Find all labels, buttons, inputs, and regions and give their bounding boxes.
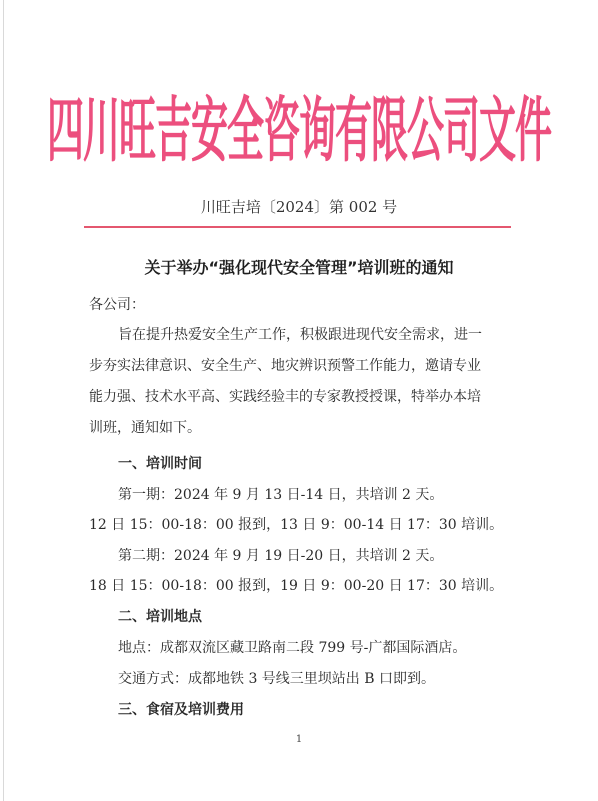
page-number: 1 <box>295 734 303 745</box>
intro-line: 训班，通知如下。 <box>89 420 201 436</box>
notice-title: 关于举办“强化现代安全管理”培训班的通知 <box>144 258 454 277</box>
schedule-line: 第二期：2024 年 9 月 19 日-20 日，共培训 2 天。 <box>118 548 444 564</box>
transport-line: 交通方式：成都地铁 3 号线三里坝站出 B 口即到。 <box>118 671 435 687</box>
intro-line: 能力强、技术水平高、实践经验丰的专家教授授课，特举办本培 <box>89 389 481 405</box>
intro-line: 旨在提升热爱安全生产工作，积极跟进现代安全需求，进一 <box>118 327 482 343</box>
schedule-line: 12 日 15：00-18：00 报到，13 日 9：00-14 日 17：30 培训。 <box>89 517 504 533</box>
section-heading-location: 二、培训地点 <box>118 609 202 625</box>
section-heading-time: 一、培训时间 <box>118 456 202 472</box>
section-heading-fees: 三、食宿及培训费用 <box>118 702 244 718</box>
intro-line: 步夯实法律意识、安全生产、地灾辨识预警工作能力，邀请专业 <box>89 358 481 374</box>
location-line: 地点：成都双流区藏卫路南二段 799 号-广都国际酒店。 <box>118 640 467 656</box>
greeting: 各公司： <box>89 297 145 313</box>
schedule-line: 18 日 15：00-18：00 报到，19 日 9：00-20 日 17：30 培训。 <box>89 578 504 594</box>
document-number: 川旺吉培〔2024〕第 002 号 <box>200 198 398 216</box>
header-divider <box>84 226 511 228</box>
schedule-line: 第一期：2024 年 9 月 13 日-14 日，共培训 2 天。 <box>118 487 444 503</box>
company-header-title: 四川旺吉安全咨询有限公司文件 <box>47 90 551 172</box>
